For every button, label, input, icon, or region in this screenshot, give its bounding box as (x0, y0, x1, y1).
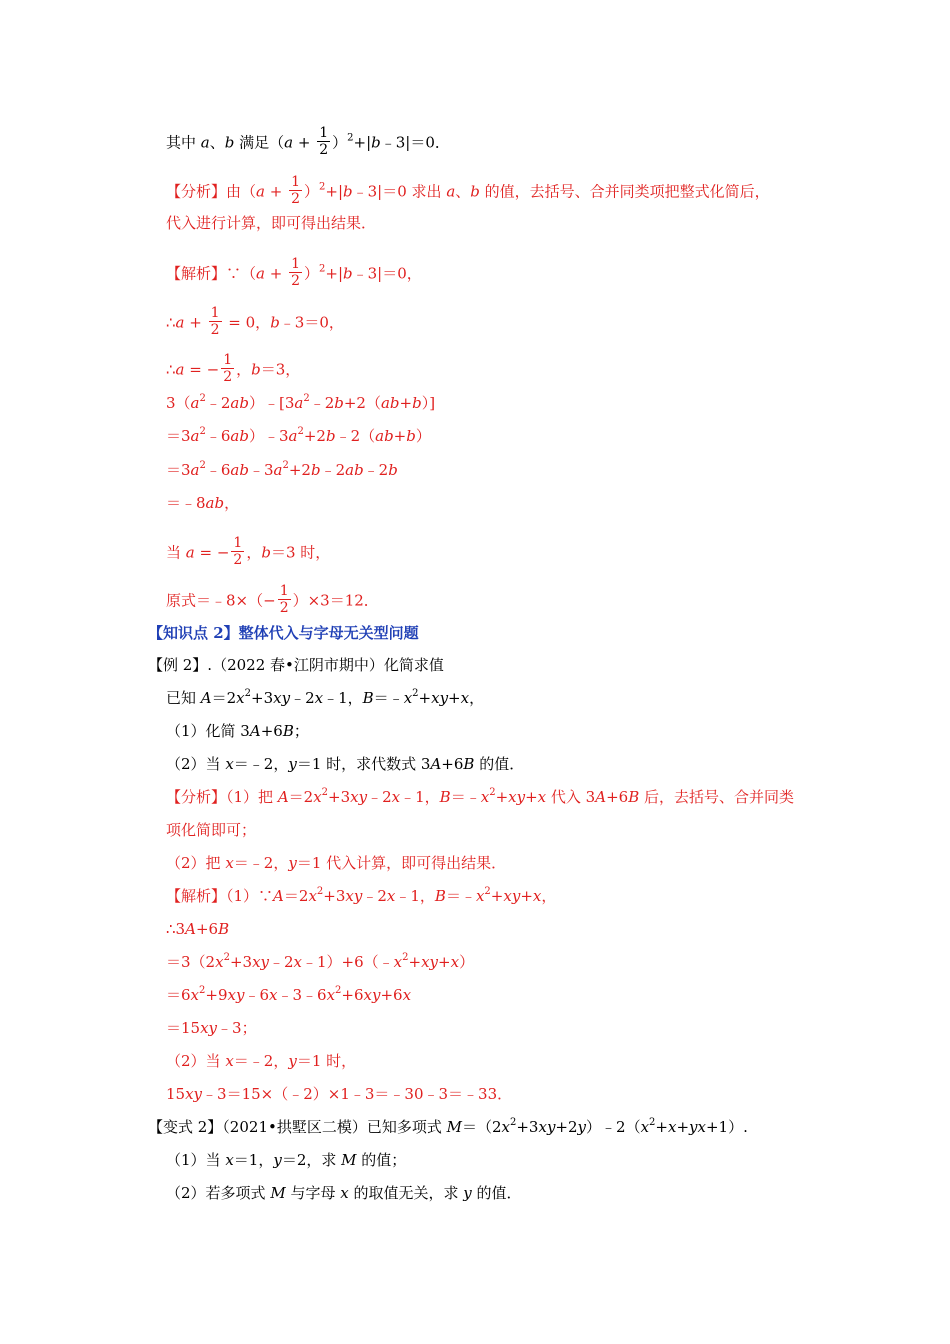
example-2-solution-6: （2）当 x＝﹣2，y＝1 时， (166, 1052, 357, 1070)
example-2-analysis-1: 【分析】（1）把 $A=2x^2+3xy﹣2x﹣1$，$B=﹣x^2+xy+x$ 代入 3A+6B 后，去括号、合并同类 (166, 787, 794, 806)
analysis-line-2: 代入进行计算，即可得出结果． (166, 214, 377, 232)
variant-2-q2: （2）若多项式 M 与字母 x 的取值无关，求 y 的值． (166, 1184, 522, 1202)
variant-2-title: 【变式 2】（2021•拱墅区二模）已知多项式 $M=(2x^2+3xy+2y)﹣2(x^2+x+yx+1)$. (148, 1117, 748, 1136)
solution-line-9: 原式＝﹣8×（− $\frac{1}{2}$ ）×3＝12． (166, 583, 379, 616)
example-2-title: 【例 2】.（2022 春•江阴市期中）化简求值 (148, 656, 444, 674)
knowledge-point-heading: 【知识点 2】整体代入与字母无关型问题 (148, 624, 419, 642)
solution-line-7: ＝﹣8ab， (166, 494, 240, 512)
solution-line-2: ∴a + $\frac{1}{2}$ = 0，b﹣3＝0， (166, 305, 344, 338)
example-2-solution-5: ＝15xy﹣3； (166, 1019, 257, 1037)
solution-line-4: $3(a^2﹣2ab)﹣[3a^2﹣2b+2(ab+b)]$ (166, 393, 436, 412)
example-2-solution-4: $=6x^2+9xy﹣6x﹣3﹣6x^2+6xy+6x$ (166, 985, 412, 1004)
example-2-solution-1: 【解析】$(1)\because A=2x^2+3xy﹣2x﹣1$，$B=﹣x^2+xy+x$， (166, 886, 557, 905)
example-2-solution-2: ∴3A+6B (166, 920, 230, 938)
example-2-given: 已知 $A=2x^2+3xy﹣2x﹣1$，$B=﹣x^2+xy+x$， (166, 688, 485, 707)
example-2-analysis-3: （2）把 x＝﹣2，y＝1 代入计算，即可得出结果． (166, 854, 507, 872)
solution-line-1: 【解析】∵（a + $\frac{1}{2}$ ）$^2$+|b﹣3|＝0， (166, 256, 422, 289)
solution-line-3: ∴a = − $\frac{1}{2}$ ，b＝3， (166, 352, 301, 385)
solution-line-6: $=3a^2﹣6ab﹣3a^2+2b﹣2ab﹣2b$ (166, 460, 398, 479)
example-2-solution-3: $=3(2x^2+3xy﹣2x﹣1)+6(﹣x^2+xy+x)$ (166, 952, 475, 971)
example-2-q2: （2）当 x＝﹣2，y＝1 时，求代数式 3A+6B 的值． (166, 755, 525, 773)
example-2-q1: （1）化简 3A+6B； (166, 722, 309, 740)
solution-line-8: 当 a = − $\frac{1}{2}$ ，b＝3 时， (166, 535, 331, 568)
solution-line-5: $=3a^2﹣6ab)﹣3a^2+2b﹣2(ab+b)$ (166, 426, 431, 445)
example-2-solution-7: 15xy﹣3＝15×（﹣2）×1﹣3＝﹣30﹣3＝﹣33． (166, 1085, 513, 1103)
problem-condition: 其中 a、b 满足（a + $\frac{1}{2}$ ）$^2$+|b﹣3|＝0． (166, 125, 450, 158)
example-2-analysis-2: 项化简即可； (166, 821, 257, 839)
variant-2-q1: （1）当 x＝1，y＝2，求 M 的值； (166, 1151, 407, 1169)
analysis-line-1: 【分析】由（a + $\frac{1}{2}$ ）$^2$+|b﹣3|＝0 求出 a、b 的值，去括号、合并同类项把整式化简后， (166, 174, 770, 207)
